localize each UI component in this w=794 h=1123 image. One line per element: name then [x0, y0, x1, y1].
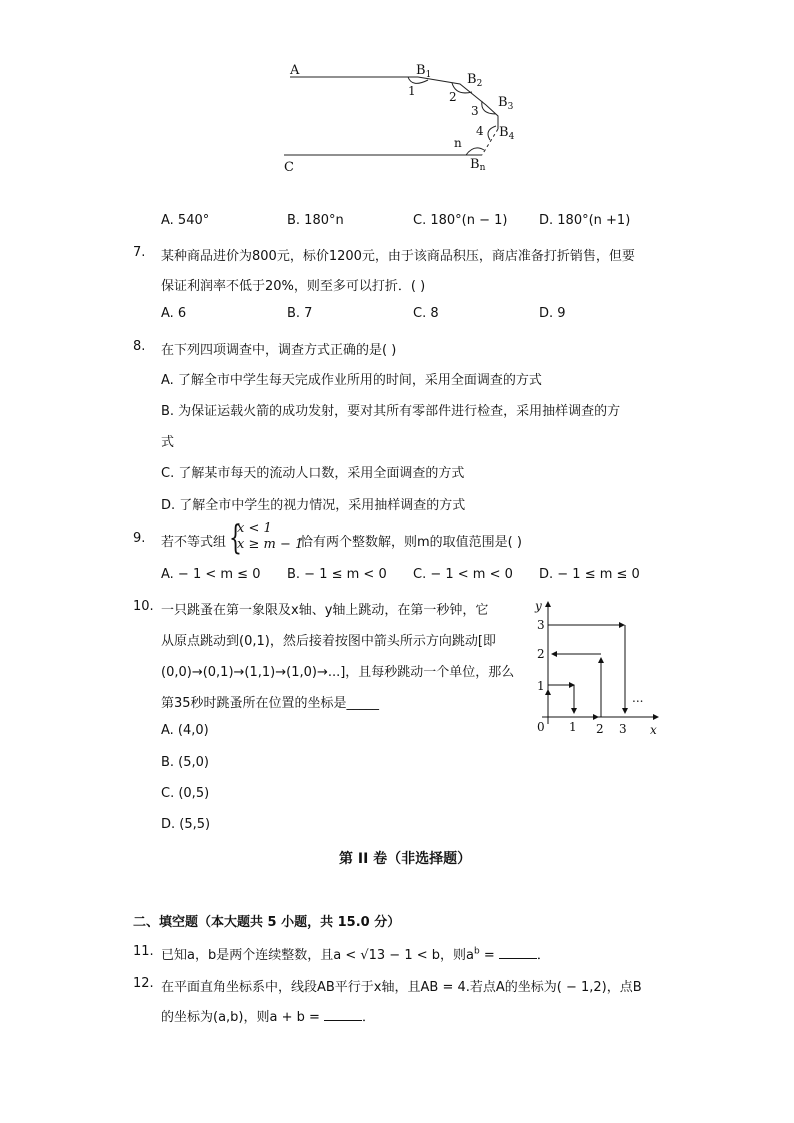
q9-option-b: B. − 1 ≤ m < 0 [287, 567, 387, 582]
svg-text:B4 [499, 125, 515, 142]
q8-option-c: C. 了解某市每天的流动人口数，采用全面调查的方式 [161, 466, 465, 481]
q11-superscript: b [473, 946, 480, 957]
q6-option-a: A. 540° [161, 213, 210, 228]
q7-option-d: D. 9 [539, 306, 566, 321]
y-tick-2: 2 [537, 647, 545, 661]
polygon-figure [270, 58, 530, 178]
q6-option-d: D. 180°(n +1) [539, 213, 631, 228]
angle-1: 1 [408, 84, 416, 98]
label-a: A [290, 63, 300, 78]
label-b3: B [498, 95, 508, 110]
q10-stem-line4: 第35秒时跳蚤所在位置的坐标是_____ [161, 696, 380, 711]
q12-stem-line1: 在平面直角坐标系中，线段AB平行于x轴，且AB = 4.若点A的坐标为( − 1,2)，点B [161, 980, 642, 995]
q9-system-line1: x < 1 [237, 521, 272, 536]
q7-option-b: B. 7 [287, 306, 313, 321]
q8-option-a: A. 了解全市中学生每天完成作业所用的时间，采用全面调查的方式 [161, 373, 542, 388]
q6-option-c: C. 180°(n − 1) [413, 213, 508, 228]
label-b1-sub: 1 [425, 70, 432, 80]
label-c: C [284, 160, 294, 175]
q10-number: 10. [133, 599, 154, 614]
angle-2: 2 [449, 90, 457, 104]
label-bn-sub: n [479, 163, 486, 173]
q9-option-c: C. − 1 < m < 0 [413, 567, 513, 582]
x-tick-1: 1 [569, 720, 577, 734]
x-tick-2: 2 [596, 722, 604, 736]
q8-number: 8. [133, 339, 146, 354]
axis-y-label: y [535, 599, 542, 613]
flea-path-figure [528, 596, 668, 740]
x-tick-3: 3 [619, 722, 627, 736]
label-b3-sub: 3 [507, 102, 514, 112]
angle-n: n [454, 136, 462, 150]
label-bn: B [470, 157, 480, 172]
left-brace-icon: { [229, 518, 242, 558]
q7-stem-line2: 保证利润率不低于20%，则至多可以打折．( ) [161, 279, 426, 294]
q10-option-a: A. (4,0) [161, 723, 209, 738]
svg-text:B3 [498, 95, 514, 112]
q9-option-d: D. − 1 ≤ m ≤ 0 [539, 567, 640, 582]
q10-option-d: D. (5,5) [161, 817, 211, 832]
axis-x-label: x [650, 723, 657, 737]
q8-option-b-line2: 式 [161, 435, 175, 450]
q12-number: 12. [133, 976, 154, 991]
q11-number: 11. [133, 944, 154, 959]
q12-stem-line2-pre: 的坐标为(a,b)，则a + b = [161, 1010, 325, 1025]
q10-option-c: C. (0,5) [161, 786, 210, 801]
q7-option-a: A. 6 [161, 306, 187, 321]
q10-stem-line3: (0,0)→(0,1)→(1,1)→(1,0)→...]，且每秒跳动一个单位，那么 [161, 665, 515, 680]
origin-label: 0 [537, 720, 545, 734]
svg-text:B1 [416, 63, 431, 80]
q11-stem-post: = [479, 948, 499, 963]
label-b2: B [467, 72, 477, 87]
y-tick-1: 1 [537, 679, 545, 693]
q12-answer-blank[interactable] [324, 1008, 362, 1021]
q10-stem-line2: 从原点跳动到(0,1)，然后接着按图中箭头所示方向跳动[即 [161, 634, 496, 649]
q8-option-b-line1: B. 为保证运载火箭的成功发射，要对其所有零部件进行检查，采用抽样调查的方 [161, 404, 621, 419]
q7-option-c: C. 8 [413, 306, 439, 321]
q11-stem-pre: 已知a，b是两个连续整数，且a < √13 − 1 < b，则a [161, 948, 474, 963]
q7-stem-line1: 某种商品进价为800元，标价1200元，由于该商品积压，商店准备打折销售，但要 [161, 249, 635, 264]
label-b4-sub: 4 [508, 132, 515, 142]
y-tick-3: 3 [537, 618, 545, 632]
section-title: 第 II 卷（非选择题） [339, 851, 472, 867]
label-b2-sub: 2 [476, 79, 483, 89]
q8-stem: 在下列四项调查中，调查方式正确的是( ) [161, 343, 397, 358]
angle-3: 3 [471, 104, 479, 118]
svg-text:B2 [467, 72, 482, 89]
angle-4: 4 [476, 124, 484, 138]
q11-stem [161, 944, 550, 963]
q9-stem-post: 恰有两个整数解，则m的取值范围是( ) [300, 535, 522, 550]
q12-stem-line2-end: ． [362, 1010, 376, 1025]
q7-number: 7. [133, 245, 146, 260]
part-heading: 二、填空题（本大题共 5 小题，共 15.0 分） [133, 915, 401, 930]
q9-number: 9. [133, 531, 146, 546]
q12-stem-line2 [161, 1006, 375, 1025]
label-b1: B [416, 63, 426, 78]
q10-stem-line1: 一只跳蚤在第一象限及x轴、y轴上跳动，在第一秒钟，它 [161, 603, 489, 618]
ellipsis: ... [632, 691, 644, 705]
q11-answer-blank[interactable] [499, 946, 537, 959]
q9-stem-pre: 若不等式组 [161, 535, 227, 550]
q10-option-b: B. (5,0) [161, 755, 210, 770]
q11-stem-end: ． [536, 948, 550, 963]
q9-system-line2: x ≥ m − 1 [237, 537, 304, 552]
q9-option-a: A. − 1 < m ≤ 0 [161, 567, 261, 582]
label-b4: B [499, 125, 509, 140]
svg-text:Bn [470, 157, 486, 173]
q6-option-b: B. 180°n [287, 213, 344, 228]
q8-option-d: D. 了解全市中学生的视力情况，采用抽样调查的方式 [161, 498, 466, 513]
